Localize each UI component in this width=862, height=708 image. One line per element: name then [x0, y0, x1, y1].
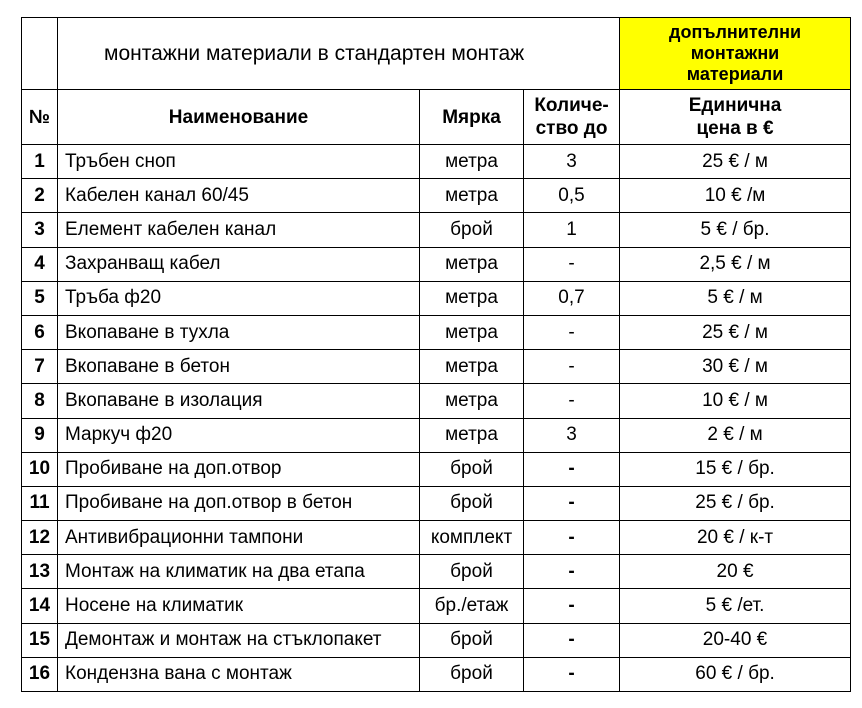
row-number: 3	[22, 213, 58, 247]
header-name: Наименование	[58, 90, 420, 145]
row-number: 1	[22, 145, 58, 179]
row-unit: метра	[420, 247, 524, 281]
table-row	[22, 315, 851, 349]
row-price: 20 €	[620, 555, 851, 589]
row-unit: метра	[420, 384, 524, 418]
row-name: Маркуч ф20	[58, 418, 420, 452]
row-price: 5 € / м	[620, 281, 851, 315]
row-name: Тръбен сноп	[58, 145, 420, 179]
table-row	[22, 281, 851, 315]
row-unit: метра	[420, 315, 524, 349]
table-row	[22, 213, 851, 247]
row-number: 7	[22, 350, 58, 384]
extra-header-line: материали	[686, 64, 784, 84]
row-name: Кабелен канал 60/45	[58, 179, 420, 213]
table-row	[22, 486, 851, 520]
row-number: 4	[22, 247, 58, 281]
row-name: Демонтаж и монтаж на стъклопакет	[58, 623, 420, 657]
row-unit: бр./етаж	[420, 589, 524, 623]
row-number: 13	[22, 555, 58, 589]
row-unit: метра	[420, 179, 524, 213]
table-row	[22, 418, 851, 452]
header-price	[620, 90, 851, 145]
row-price: 5 € /ет.	[620, 589, 851, 623]
table-row	[22, 452, 851, 486]
row-number: 5	[22, 281, 58, 315]
column-header-row	[22, 90, 851, 145]
row-quantity: -	[524, 315, 620, 349]
row-quantity: 3	[524, 418, 620, 452]
row-name: Носене на климатик	[58, 589, 420, 623]
row-price: 30 € / м	[620, 350, 851, 384]
row-name: Монтаж на климатик на два етапа	[58, 555, 420, 589]
row-quantity: -	[524, 452, 620, 486]
extra-materials-header	[620, 18, 851, 90]
table-title: монтажни материали в стандартен монтаж	[58, 18, 620, 90]
row-price: 5 € / бр.	[620, 213, 851, 247]
corner-cell	[22, 18, 58, 90]
row-name: Елемент кабелен канал	[58, 213, 420, 247]
table-row	[22, 589, 851, 623]
row-name: Вкопаване в бетон	[58, 350, 420, 384]
row-number: 12	[22, 521, 58, 555]
row-quantity: 0,7	[524, 281, 620, 315]
table-row	[22, 145, 851, 179]
table-row	[22, 555, 851, 589]
row-quantity: 3	[524, 145, 620, 179]
table-row	[22, 657, 851, 691]
header-unit: Мярка	[420, 90, 524, 145]
row-quantity: -	[524, 350, 620, 384]
header-quantity-line: Количе-	[534, 95, 609, 116]
row-name: Пробиване на доп.отвор	[58, 452, 420, 486]
row-unit: комплект	[420, 521, 524, 555]
header-num: №	[22, 90, 58, 145]
row-quantity: -	[524, 623, 620, 657]
row-number: 10	[22, 452, 58, 486]
table-row	[22, 247, 851, 281]
row-quantity: -	[524, 384, 620, 418]
row-number: 8	[22, 384, 58, 418]
row-price: 2 € / м	[620, 418, 851, 452]
price-table	[21, 17, 851, 692]
row-quantity: -	[524, 589, 620, 623]
row-name: Пробиване на доп.отвор в бетон	[58, 486, 420, 520]
row-price: 25 € / м	[620, 145, 851, 179]
row-quantity: -	[524, 657, 620, 691]
row-number: 6	[22, 315, 58, 349]
table-row	[22, 350, 851, 384]
row-price: 60 € / бр.	[620, 657, 851, 691]
extra-header-line: допълнителни	[669, 22, 802, 42]
table-row	[22, 521, 851, 555]
row-number: 11	[22, 486, 58, 520]
header-price-line: Единична	[688, 95, 782, 116]
row-quantity: -	[524, 555, 620, 589]
row-unit: метра	[420, 350, 524, 384]
row-name: Вкопаване в тухла	[58, 315, 420, 349]
row-unit: метра	[420, 418, 524, 452]
title-row	[22, 18, 851, 90]
table-row	[22, 623, 851, 657]
row-quantity: -	[524, 521, 620, 555]
row-unit: брой	[420, 452, 524, 486]
row-quantity: -	[524, 486, 620, 520]
row-name: Кондензна вана с монтаж	[58, 657, 420, 691]
row-price: 20-40 €	[620, 623, 851, 657]
row-price: 25 € / м	[620, 315, 851, 349]
extra-header-line: монтажни	[690, 43, 780, 63]
row-price: 15 € / бр.	[620, 452, 851, 486]
header-quantity	[524, 90, 620, 145]
header-quantity-line: ство до	[535, 118, 608, 139]
row-number: 14	[22, 589, 58, 623]
row-name: Вкопаване в изолация	[58, 384, 420, 418]
header-price-line: цена в €	[696, 118, 774, 139]
row-unit: метра	[420, 145, 524, 179]
row-number: 2	[22, 179, 58, 213]
table-row	[22, 179, 851, 213]
row-name: Захранващ кабел	[58, 247, 420, 281]
row-unit: брой	[420, 657, 524, 691]
row-unit: метра	[420, 281, 524, 315]
row-price: 2,5 € / м	[620, 247, 851, 281]
row-price: 25 € / бр.	[620, 486, 851, 520]
table-row	[22, 384, 851, 418]
row-number: 9	[22, 418, 58, 452]
row-price: 10 € /м	[620, 179, 851, 213]
row-quantity: 1	[524, 213, 620, 247]
row-name: Антивибрационни тампони	[58, 521, 420, 555]
row-unit: брой	[420, 623, 524, 657]
row-price: 10 € / м	[620, 384, 851, 418]
row-name: Тръба ф20	[58, 281, 420, 315]
row-price: 20 € / к-т	[620, 521, 851, 555]
row-quantity: -	[524, 247, 620, 281]
row-unit: брой	[420, 486, 524, 520]
row-number: 15	[22, 623, 58, 657]
row-quantity: 0,5	[524, 179, 620, 213]
row-number: 16	[22, 657, 58, 691]
row-unit: брой	[420, 213, 524, 247]
row-unit: брой	[420, 555, 524, 589]
